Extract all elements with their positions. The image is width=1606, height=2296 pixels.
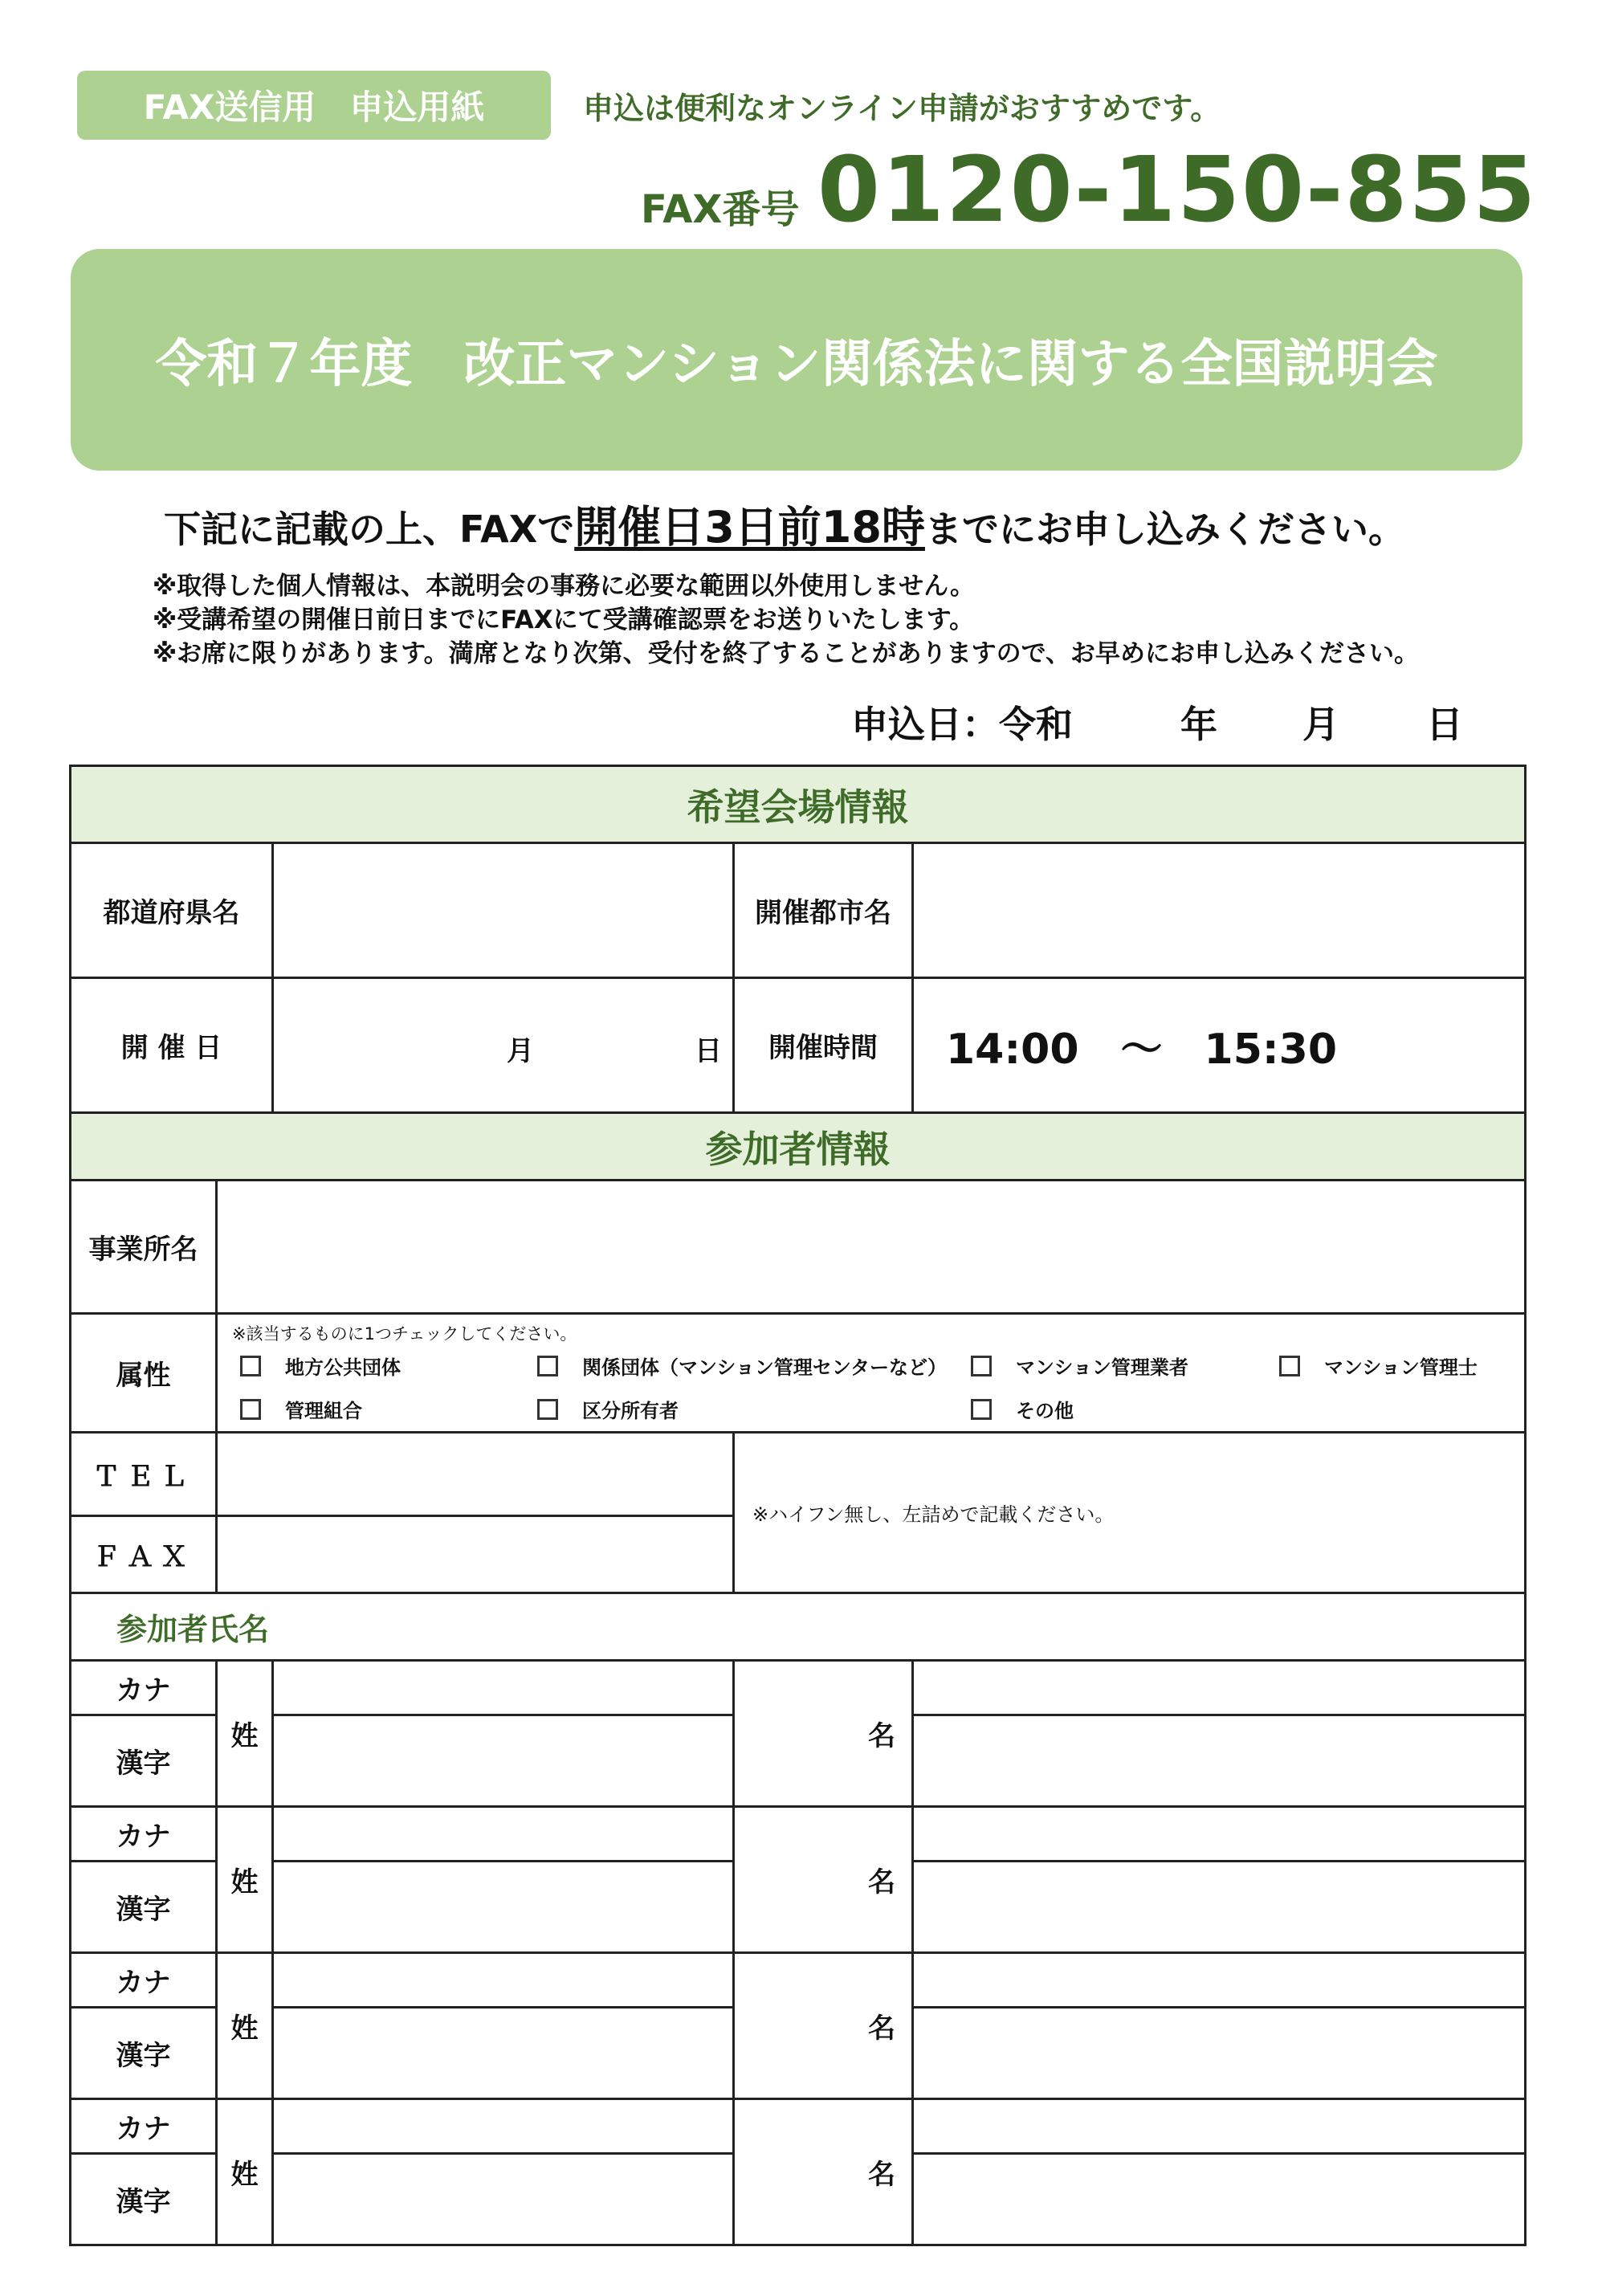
application-date-label: 申込日：令和 [851, 703, 1073, 746]
attr-related-organization[interactable] [537, 1352, 947, 1380]
surname-kana-input[interactable] [273, 1807, 734, 1862]
venue-section-header: 希望会場情報 [71, 766, 1526, 843]
event-time-label: 開催時間 [734, 978, 913, 1113]
instruction [164, 493, 1405, 555]
kanji-label: 漢字 [71, 1715, 217, 1807]
event-date-label: 開 催 日 [71, 978, 273, 1113]
note-confirmation: ※受講希望の開催日前日までにFAXにて受講確認票をお送りいたします。 [153, 606, 975, 634]
checkbox-icon[interactable] [537, 1399, 558, 1420]
attr-management-company[interactable] [971, 1352, 1188, 1380]
attr-management-association-label: 管理組合 [285, 1400, 362, 1422]
deadline-emphasis: 開催日3日前18時 [574, 502, 925, 553]
participant-section-header: 参加者情報 [71, 1113, 1526, 1181]
given-kanji-input[interactable] [913, 1862, 1526, 1953]
surname-label: 姓 [217, 1661, 273, 1807]
instruction-pre: 下記に記載の上、FAXで [164, 508, 575, 551]
city-input[interactable] [913, 843, 1526, 978]
application-date-year: 年 [1180, 703, 1217, 746]
checkbox-icon[interactable] [240, 1356, 261, 1376]
application-date-day: 日 [1426, 703, 1463, 746]
surname-label: 姓 [217, 1953, 273, 2099]
attr-related-organization-label: 関係団体（マンション管理センターなど） [582, 1356, 947, 1379]
given-kana-input[interactable] [913, 1807, 1526, 1862]
page-title: 令和７年度 改正マンション関係法に関する全国説明会 [71, 249, 1522, 471]
surname-kana-input[interactable] [273, 1953, 734, 2008]
fax-number: 0120-150-855 [817, 138, 1538, 243]
surname-kanji-input[interactable] [273, 2008, 734, 2099]
online-recommendation: 申込は便利なオンライン申請がおすすめです。 [583, 91, 1221, 126]
kanji-label: 漢字 [71, 2008, 217, 2099]
event-date-month: 月 [507, 1035, 534, 1067]
kana-label: カナ [71, 1661, 217, 1715]
event-time-value: 14:00 ～ 15:30 [913, 978, 1526, 1113]
attr-local-government[interactable] [240, 1352, 401, 1380]
given-kana-input[interactable] [913, 2099, 1526, 2154]
instruction-post: までにお申し込みください。 [924, 508, 1405, 551]
application-date-month: 月 [1302, 703, 1339, 746]
given-label: 名 [734, 1953, 913, 2099]
prefecture-input[interactable] [273, 843, 734, 978]
attr-local-government-label: 地方公共団体 [285, 1356, 401, 1379]
given-kana-input[interactable] [913, 1953, 1526, 2008]
attr-management-company-label: マンション管理業者 [1016, 1356, 1188, 1379]
given-kanji-input[interactable] [913, 1715, 1526, 1807]
office-label: 事業所名 [71, 1181, 217, 1314]
city-label: 開催都市名 [734, 843, 913, 978]
checkbox-icon[interactable] [537, 1356, 558, 1376]
surname-label: 姓 [217, 1807, 273, 1953]
kana-label: カナ [71, 1953, 217, 2008]
attr-unit-owner[interactable] [537, 1395, 679, 1423]
checkbox-icon[interactable] [1279, 1356, 1300, 1376]
given-label: 名 [734, 2099, 913, 2245]
attr-unit-owner-label: 区分所有者 [582, 1400, 679, 1422]
given-label: 名 [734, 1807, 913, 1953]
given-kanji-input[interactable] [913, 2008, 1526, 2099]
surname-kana-input[interactable] [273, 2099, 734, 2154]
application-form-table [69, 765, 1527, 2246]
given-label: 名 [734, 1661, 913, 1807]
checkbox-icon[interactable] [971, 1399, 992, 1420]
attr-other[interactable] [971, 1395, 1074, 1423]
fax-label: ＦＡＸ [71, 1516, 217, 1593]
note-privacy: ※取得した個人情報は、本説明会の事務に必要な範囲以外使用しません。 [153, 572, 975, 601]
event-date-day: 日 [695, 1035, 722, 1067]
fax-input[interactable] [217, 1516, 734, 1593]
attr-other-label: その他 [1016, 1400, 1074, 1422]
surname-kanji-input[interactable] [273, 2154, 734, 2245]
attr-management-association[interactable] [240, 1395, 362, 1423]
fax-number-label: FAX番号 [641, 187, 800, 232]
given-kanji-input[interactable] [913, 2154, 1526, 2245]
given-kana-input[interactable] [913, 1661, 1526, 1715]
surname-label: 姓 [217, 2099, 273, 2245]
tel-input[interactable] [217, 1433, 734, 1516]
kanji-label: 漢字 [71, 1862, 217, 1953]
tel-label: ＴＥＬ [71, 1433, 217, 1516]
surname-kana-input[interactable] [273, 1661, 734, 1715]
kana-label: カナ [71, 1807, 217, 1862]
note-seats: ※お席に限りがあります。満席となり次第、受付を終了することがありますので、お早めにお申し込みください。 [153, 639, 1420, 668]
checkbox-icon[interactable] [240, 1399, 261, 1420]
kana-label: カナ [71, 2099, 217, 2154]
phone-note: ※ハイフン無し、左詰めで記載ください。 [734, 1433, 1526, 1593]
attribute-label: 属性 [71, 1314, 217, 1433]
attr-management-consultant-label: マンション管理士 [1324, 1356, 1478, 1379]
office-input[interactable] [217, 1181, 1526, 1314]
event-date-input[interactable] [273, 978, 734, 1113]
checkbox-icon[interactable] [971, 1356, 992, 1376]
prefecture-label: 都道府県名 [71, 843, 273, 978]
attribute-options [217, 1314, 1526, 1433]
surname-kanji-input[interactable] [273, 1715, 734, 1807]
kanji-label: 漢字 [71, 2154, 217, 2245]
fax-form-badge: FAX送信用 申込用紙 [77, 71, 551, 140]
names-section-header: 参加者氏名 [71, 1593, 1526, 1661]
surname-kanji-input[interactable] [273, 1862, 734, 1953]
attribute-note: ※該当するものに1つチェックしてください。 [232, 1324, 577, 1344]
attr-management-consultant[interactable] [1279, 1352, 1478, 1380]
